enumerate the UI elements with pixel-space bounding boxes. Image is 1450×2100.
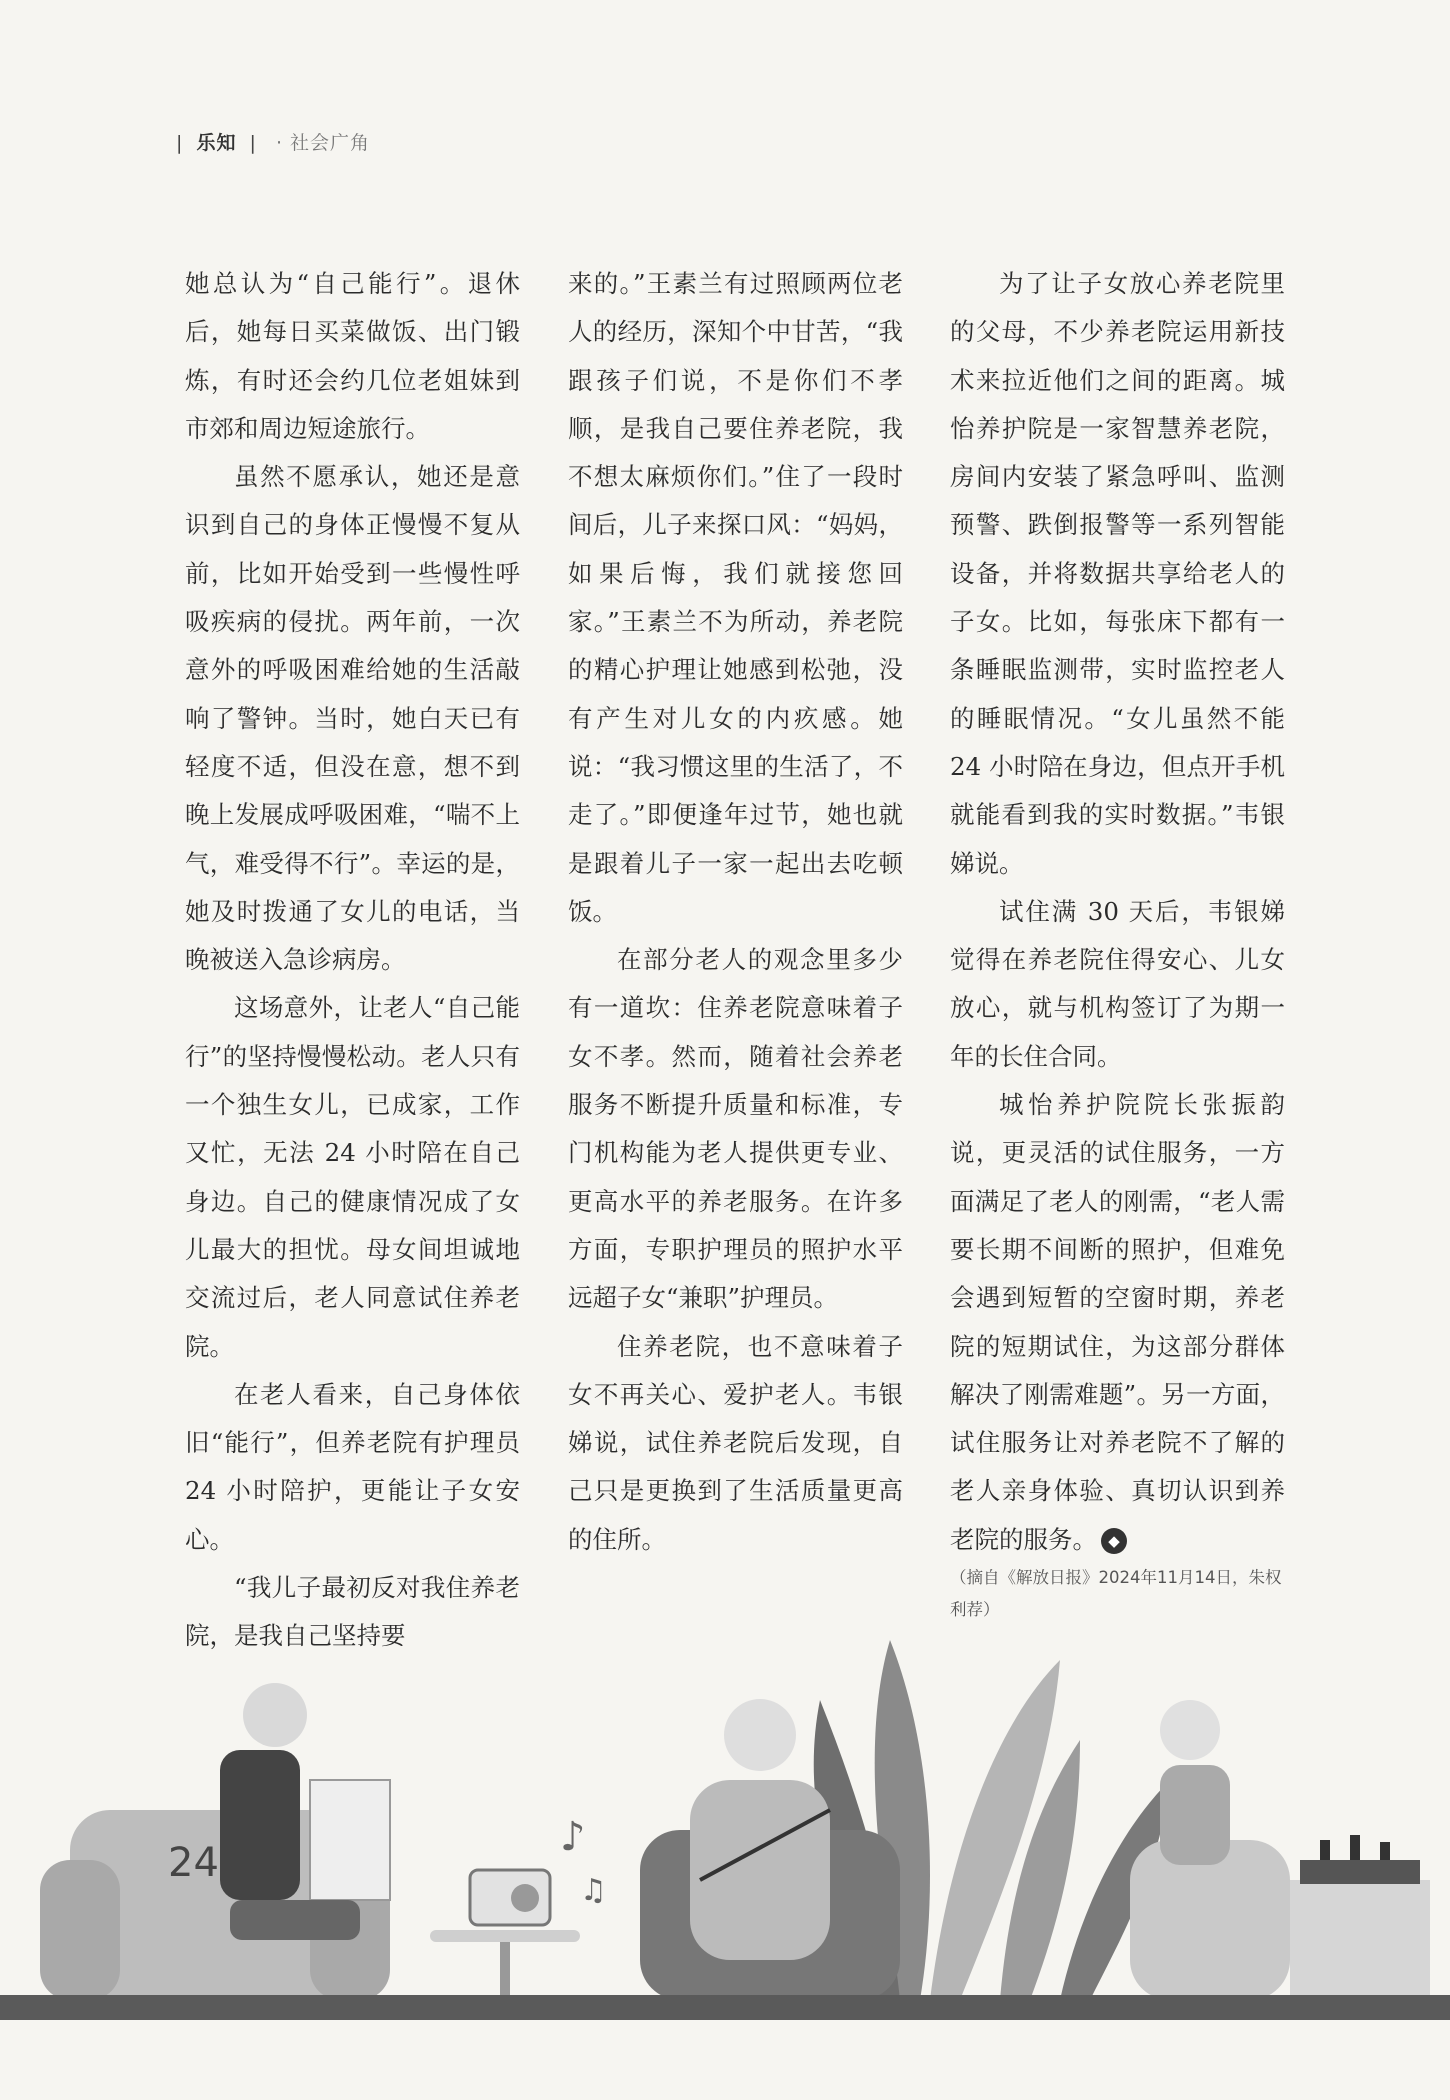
paragraph-text: 城怡养护院院长张振韵说，更灵活的试住服务，一方面满足了老人的刚需，“老人需要长期不间断的照护，但难免会遇到短暂的空窗时期，养老院的短期试住，为这部分群体解决了刚需难题”。另一方面，试住服务让对养老院不了解的老人亲身体验、真切认识到养老院的服务。: [950, 1090, 1285, 1554]
paragraph: 来的。”王素兰有过照顾两位老人的经历，深知个中甘苦，“我跟孩子们说，不是你们不孝顺，是我自己要住养老院，我不想太麻烦你们。”住了一段时间后，儿子来探口风：“妈妈，如果后悔，我们就接您回家。”王素兰不为所动，养老院的精心护理让她感到松弛，没有产生对儿女的内疚感。她说：“我习惯这里的生活了，不走了。”即便逢年过节，她也就是跟着儿子一家一起出去吃顿饭。: [568, 269, 903, 926]
paragraph: 为了让子女放心养老院里的父母，不少养老院运用新技术来拉近他们之间的距离。城怡养护院是一家智慧养老院，房间内安装了紧急呼叫、监测预警、跌倒报警等一系列智能设备，并将数据共享给老人的子女。比如，每张床下都有一条睡眠监测带，实时监控老人的睡眠情况。“女儿虽然不能 24 小时陪在身边，但点开手机就能看到我的实时数据。”韦银娣说。: [950, 269, 1285, 878]
paragraph: 这场意外，让老人“自己能行”的坚持慢慢松动。老人只有一个独生女儿，已成家，工作又忙，无法 24 小时陪在自己身边。自己的健康情况成了女儿最大的担忧。母女间坦诚地交流过后，老人同意试住养老院。: [185, 993, 520, 1361]
page-number: 24: [168, 1840, 219, 1886]
header-separator-2: |: [249, 132, 257, 154]
knitting-woman-figure: [640, 1699, 900, 2000]
elderly-leisure-illustration: [0, 1580, 1450, 2020]
header-separator: |: [176, 132, 184, 154]
paragraph: 住养老院，也不意味着子女不再关心、爱护老人。韦银娣说，试住养老院后发现，自己只是更换到了生活质量更高的住所。: [568, 1331, 903, 1554]
paragraph: 在老人看来，自己身体依旧“能行”，但养老院有护理员 24 小时陪护，更能让子女安心。: [185, 1379, 520, 1554]
ground-strip: [0, 1995, 1450, 2020]
paragraph: 她总认为“自己能行”。退休后，她每日买菜做饭、出门锻炼，有时还会约几位老姐妹到市郊和周边短途旅行。: [185, 269, 520, 443]
page-header: [170, 128, 370, 155]
article-column-2: [568, 260, 903, 1564]
svg-text:♫: ♫: [580, 1873, 607, 1908]
svg-text:♪: ♪: [560, 1814, 586, 1860]
paragraph: 试住满 30 天后，韦银娣觉得在养老院住得安心、儿女放心，就与机构签订了为期一年的长住合同。: [950, 896, 1285, 1071]
paragraph: 虽然不愿承认，她还是意识到自己的身体正慢慢不复从前，比如开始受到一些慢性呼吸疾病的侵扰。两年前，一次意外的呼吸困难给她的生活敲响了警钟。当时，她白天已有轻度不适，但没在意，想不到晚上发展成呼吸困难，“喘不上气，难受得不行”。幸运的是，她及时拨通了女儿的电话，当晚被送入急诊病房。: [185, 462, 520, 975]
radio-icon: [430, 1814, 607, 2000]
paragraph: “我儿子最初反对我住养老院，是我自己坚持要: [185, 1573, 520, 1651]
article-column-3: [950, 260, 1285, 1564]
source-citation: （摘自《解放日报》2024年11月14日，朱权利荐）: [950, 1568, 1282, 1619]
paragraph: [950, 1081, 1285, 1564]
chess-player-figure: [1130, 1700, 1430, 2000]
end-mark-icon: ◆: [1101, 1528, 1127, 1554]
section-name: · 社会广角: [275, 132, 371, 154]
magazine-name: 乐知: [196, 132, 237, 154]
article-column-1: [185, 260, 520, 1661]
paragraph: 在部分老人的观念里多少有一道坎：住养老院意味着子女不孝。然而，随着社会养老服务不断提升质量和标准，专门机构能为老人提供更专业、更高水平的养老服务。在许多方面，专职护理员的照护水平远超子女“兼职”护理员。: [568, 945, 903, 1313]
